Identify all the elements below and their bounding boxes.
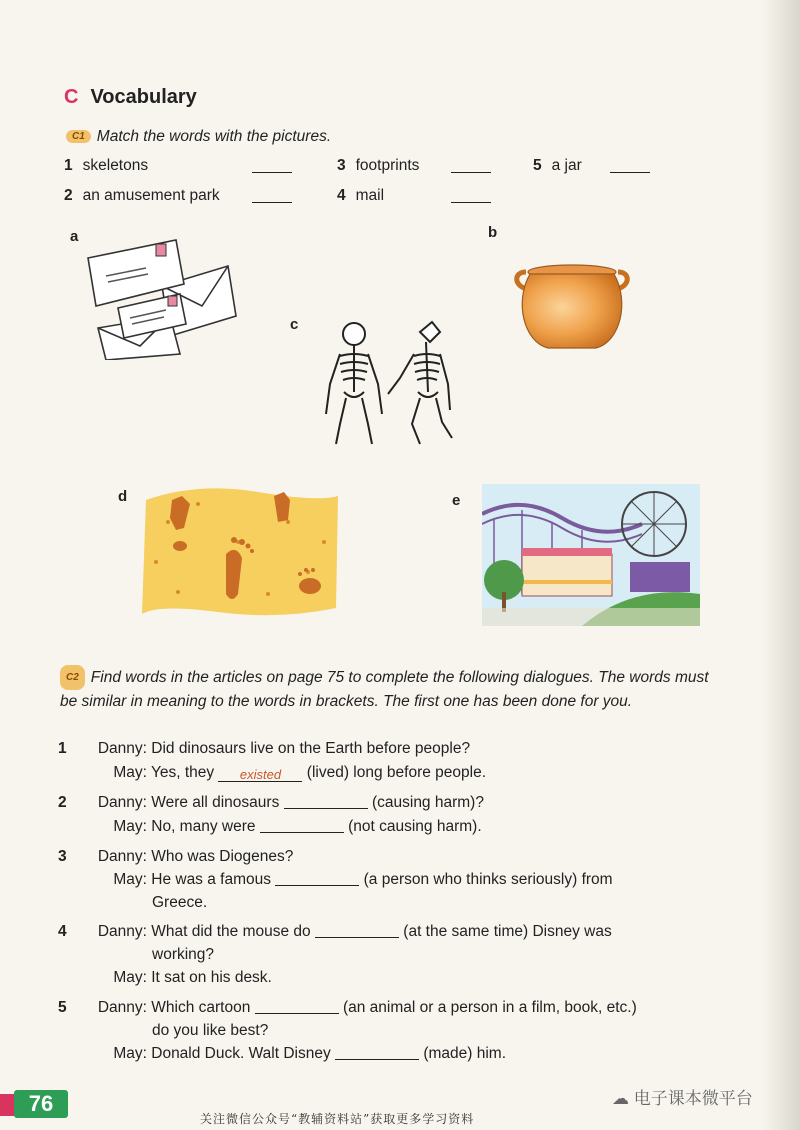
c1-instruction-row [66, 128, 331, 146]
vocab-item-2: 2 an amusement park [64, 187, 220, 204]
dialogue-5-may: May: Donald Duck. Walt Disney (made) him. [113, 1045, 507, 1062]
picture-amusement-park [482, 484, 700, 626]
picture-label-c: c [290, 316, 299, 333]
dialogue-2-danny: 2 Danny: Were all dinosaurs (causing harm)? [58, 794, 484, 811]
c2-badge: C2 [60, 665, 85, 690]
answer-blank-1[interactable]: existed [218, 769, 302, 782]
dialogue-3-may: May: He was a famous (a person who thinks seriously) from [113, 871, 613, 888]
dialogue-5-danny: 5 Danny: Which cartoon (an animal or a person in a film, book, etc.) [58, 999, 637, 1016]
watermark-brand: ☁ 电子课本微平台 [612, 1089, 753, 1108]
dialogue-2-may: May: No, many were (not causing harm). [113, 818, 482, 835]
vocab-item-1: 1 skeletons [64, 157, 149, 174]
vocab-blank-4[interactable] [451, 202, 491, 203]
vocab-blank-1[interactable] [252, 172, 292, 173]
c1-badge: C1 [66, 130, 91, 143]
answer-blank-5b[interactable] [335, 1059, 419, 1060]
picture-label-e: e [452, 492, 461, 509]
dialogue-3-may-cont: Greece. [152, 894, 208, 911]
page-number: 76 [14, 1090, 68, 1118]
dialogue-3-danny: 3 Danny: Who was Diogenes? [58, 848, 294, 865]
dialogue-5-danny-cont: do you like best? [152, 1022, 269, 1039]
picture-skeletons [320, 318, 465, 446]
picture-mail-envelopes [80, 236, 240, 360]
picture-label-a: a [70, 228, 79, 245]
c1-instruction: Match the words with the pictures. [96, 128, 332, 145]
answer-blank-4[interactable] [315, 937, 399, 938]
answer-blank-3[interactable] [275, 885, 359, 886]
dialogue-1-may: May: Yes, they existed (lived) long before people. [113, 764, 487, 782]
section-letter: C [64, 86, 79, 108]
c2-instruction: C2 Find words in the articles on page 75 to complete the following dialogues. The words must be similar in meaning to the words in brackets. The first one has been done for you. [60, 665, 720, 713]
dialogue-1-danny: 1 Danny: Did dinosaurs live on the Earth before people? [58, 740, 471, 757]
answer-blank-5a[interactable] [255, 1013, 339, 1014]
picture-label-b: b [488, 224, 498, 241]
answer-blank-2b[interactable] [260, 832, 344, 833]
section-title: Vocabulary [90, 86, 197, 108]
vocab-blank-5[interactable] [610, 172, 650, 173]
dialogue-4-danny-cont: working? [152, 946, 215, 963]
section-heading [64, 86, 197, 109]
page-binding-shadow [762, 0, 800, 1130]
picture-jar [512, 262, 632, 356]
vocab-item-4: 4 mail [337, 187, 385, 204]
picture-label-d: d [118, 488, 128, 505]
chat-bubble-icon: ☁ [612, 1089, 629, 1108]
vocab-item-3: 3 footprints [337, 157, 420, 174]
dialogue-4-may: May: It sat on his desk. [113, 969, 272, 986]
vocab-blank-2[interactable] [252, 202, 292, 203]
picture-footprints [138, 482, 340, 620]
watermark-footer: 关注微信公众号“教辅资料站”获取更多学习资料 [200, 1112, 475, 1126]
vocab-blank-3[interactable] [451, 172, 491, 173]
vocab-item-5: 5 a jar [533, 157, 582, 174]
dialogue-4-danny: 4 Danny: What did the mouse do (at the same time) Disney was [58, 923, 612, 940]
answer-blank-2a[interactable] [284, 808, 368, 809]
